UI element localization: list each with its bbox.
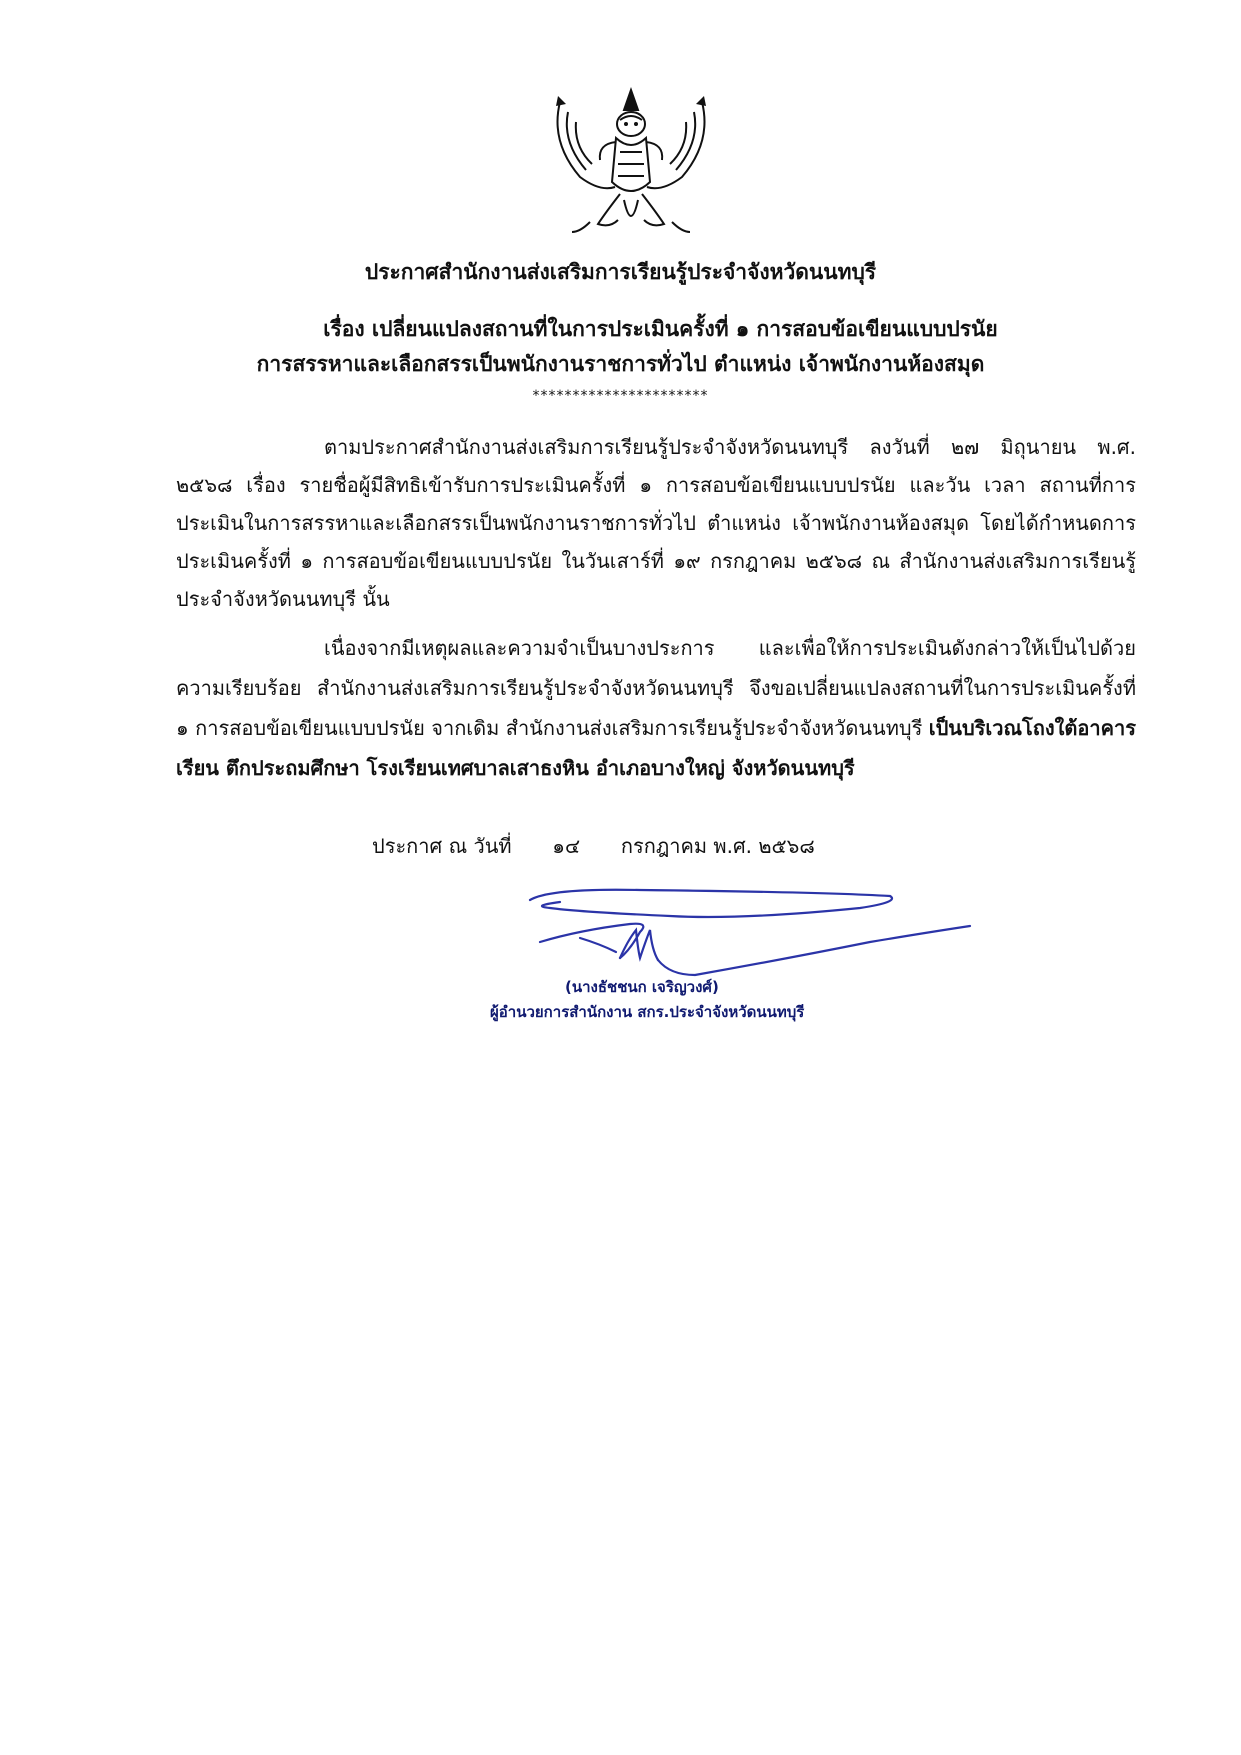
date-day: ๑๔ bbox=[552, 834, 581, 858]
garuda-emblem bbox=[540, 82, 722, 250]
announcement-subject: เรื่อง เปลี่ยนแปลงสถานที่ในการประเมินครั้งที่ ๑ การสอบข้อเขียนแบบปรนัย bbox=[323, 317, 998, 341]
date-prefix: ประกาศ ณ วันที่ bbox=[372, 834, 512, 858]
announcement-date bbox=[372, 830, 815, 862]
date-month-year: กรกฎาคม พ.ศ. ๒๕๖๘ bbox=[620, 834, 815, 858]
signatory-name: (นางธัชชนก เจริญวงศ์) bbox=[565, 978, 719, 996]
signatory-title: ผู้อำนวยการสำนักงาน สกร.ประจำจังหวัดนนทบุรี bbox=[490, 1003, 805, 1021]
announcement-subject-continued: การสรรหาและเลือกสรรเป็นพนักงานราชการทั่วไป ตำแหน่ง เจ้าพนักงานห้องสมุด bbox=[256, 352, 985, 376]
body-paragraph-2-text: เนื่องจากมีเหตุผลและความจำเป็นบางประการ และเพื่อให้การประเมินดังกล่าวให้เป็นไปด้วยความเรียบร้อย สำนักงานส่งเสริมการเรียนรู้ประจำจังหวัดนนทบุรี จึงขอเปลี่ยนแปลงสถานที่ในการประเมินครั้งที่ ๑ การสอบข้อเขียนแบบปรนัย จากเดิม สำนักงานส่งเสริมการเรียนรู้ประจำจังหวัดนนทบุรี bbox=[176, 636, 1136, 740]
new-venue-text: เป็นบริเวณโถงใต้อาคารเรียน ตึกประถมศึกษา โรงเรียนเทศบาลเสาธงหิน อำเภอบางใหญ่ จังหวัดนนทบุรี bbox=[176, 716, 1136, 780]
announcement-title: ประกาศสำนักงานส่งเสริมการเรียนรู้ประจำจังหวัดนนทบุรี bbox=[364, 260, 877, 284]
separator-line: ********************** bbox=[532, 388, 709, 404]
body-paragraph-1: ตามประกาศสำนักงานส่งเสริมการเรียนรู้ประจำจังหวัดนนทบุรี ลงวันที่ ๒๗ มิถุนายน พ.ศ. ๒๕๖๘ เรื่อง รายชื่อผู้มีสิทธิเข้ารับการประเมินครั้งที่ ๑ การสอบข้อเขียนแบบปรนัย และวัน เวลา สถานที่การประเมินในการสรรหาและเลือกสรรเป็นพนักงานราชการทั่วไป ตำแหน่ง เจ้าพนักงานห้องสมุด โดยได้กำหนดการประเมินครั้งที่ ๑ การสอบข้อเขียนแบบปรนัย ในวันเสาร์ที่ ๑๙ กรกฎาคม ๒๕๖๘ ณ สำนักงานส่งเสริมการเรียนรู้ประจำจังหวัดนนทบุรี นั้น bbox=[176, 435, 1136, 611]
signature bbox=[520, 880, 980, 990]
body-paragraph-2 bbox=[176, 628, 1136, 788]
